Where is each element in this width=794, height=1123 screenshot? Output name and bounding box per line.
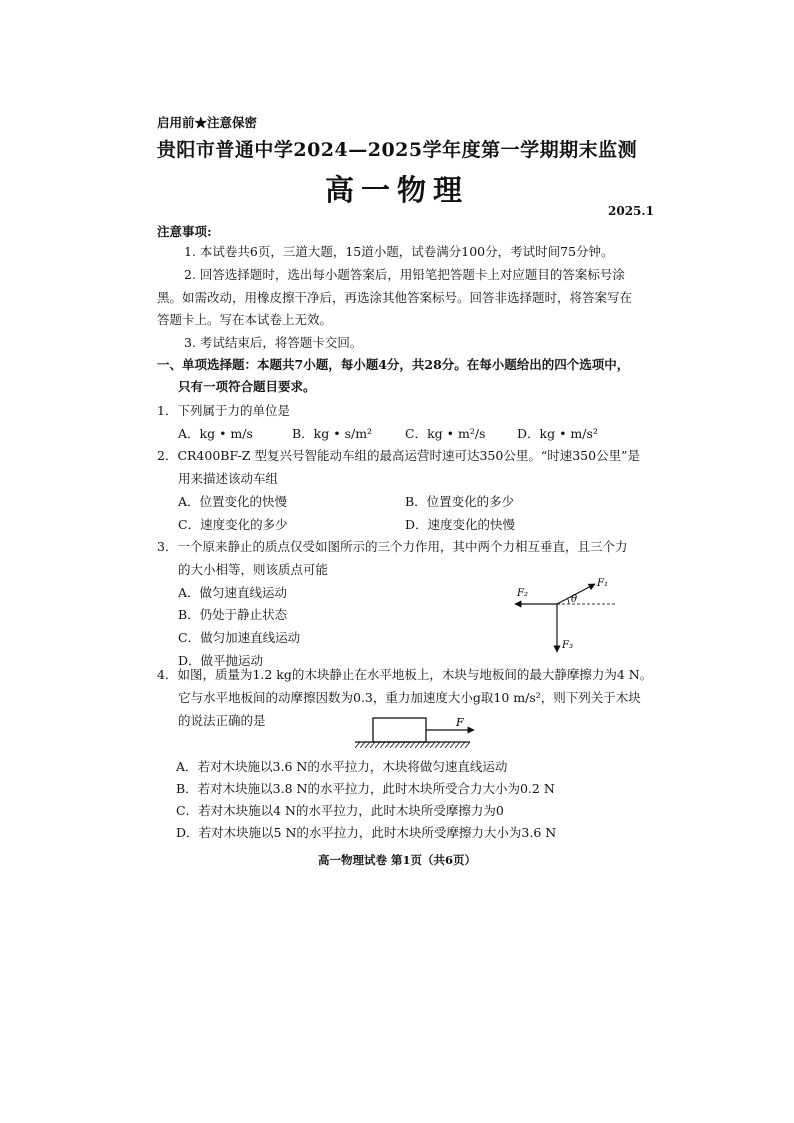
page-footer: 高一物理试卷 第1页（共6页） bbox=[317, 853, 476, 867]
label-f3: F₃ bbox=[562, 640, 573, 651]
question-4-option-d: D．若对木块施以5 N的水平拉力，此时木块所受摩擦力大小为3.6 N bbox=[176, 825, 557, 840]
question-4-stem-line-2: 它与水平地板间的动摩擦因数为0.3，重力加速度大小g取10 m/s²，则下列关于木块 bbox=[178, 690, 641, 705]
question-1-option-c: C．kg • m²/s bbox=[405, 426, 486, 441]
question-4-option-a: A．若对木块施以3.6 N的水平拉力，木块将做匀速直线运动 bbox=[176, 759, 508, 774]
notice-heading: 注意事项: bbox=[157, 224, 212, 239]
subject-title: 高一物理 bbox=[324, 173, 469, 207]
question-4-stem-line-1: 4．如图，质量为1.2 kg的木块静止在水平地板上，木块与地板间的最大静摩擦力为4 N。 bbox=[157, 667, 653, 682]
question-2-stem-line-2: 用来描述该动车组 bbox=[178, 471, 279, 486]
section-1-heading-line-1: 一、单项选择题：本题共7小题，每小题4分，共28分。在每小题给出的四个选项中， bbox=[157, 357, 630, 372]
question-3-option-a: A．做匀速直线运动 bbox=[178, 585, 288, 600]
notice-item-2-line-2: 黑。如需改动，用橡皮擦干净后，再选涂其他答案标号。回答非选择题时，将答案写在 bbox=[157, 290, 633, 305]
question-1-option-a: A．kg • m/s bbox=[178, 426, 253, 441]
notice-item-3: 3. 考试结束后，将答题卡交回。 bbox=[184, 335, 363, 350]
question-4-option-b: B．若对木块施以3.8 N的水平拉力，此时木块所受合力大小为0.2 N bbox=[176, 781, 555, 796]
label-f2: F₂ bbox=[517, 588, 528, 599]
question-1-option-d: D．kg • m/s² bbox=[517, 426, 598, 441]
question-4-stem-line-3: 的说法正确的是 bbox=[178, 713, 266, 728]
question-2-option-a: A．位置变化的快慢 bbox=[178, 494, 288, 509]
question-1-option-b: B．kg • s/m² bbox=[292, 426, 373, 441]
question-2-option-b: B．位置变化的多少 bbox=[405, 494, 515, 509]
exam-date: 2025.1 bbox=[608, 204, 654, 218]
label-f: F bbox=[456, 716, 464, 729]
wooden-block bbox=[373, 718, 426, 742]
question-3-stem-line-2: 的大小相等，则该质点可能 bbox=[178, 562, 329, 577]
question-3-option-d: D．做平抛运动 bbox=[178, 653, 264, 668]
label-f1: F₁ bbox=[597, 578, 608, 589]
notice-item-1: 1. 本试卷共6页，三道大题，15道小题，试卷满分100分，考试时间75分钟。 bbox=[184, 244, 614, 259]
question-2-stem-line-1: 2．CR400BF-Z 型复兴号智能动车组的最高运营时速可达350公里。“时速350公里”是 bbox=[157, 448, 640, 463]
notice-item-2-line-3: 答题卡上。写在本试卷上无效。 bbox=[157, 312, 333, 327]
question-2-option-d: D．速度变化的快慢 bbox=[405, 517, 516, 532]
question-3-option-c: C．做匀加速直线运动 bbox=[178, 630, 301, 645]
floor-hatching bbox=[355, 742, 470, 748]
section-1-heading-line-2: 只有一项符合题目要求。 bbox=[178, 379, 316, 394]
question-3-stem-line-1: 3．一个原来静止的质点仅受如图所示的三个力作用，其中两个力相互垂直，且三个力 bbox=[157, 539, 628, 554]
question-4-option-c: C．若对木块施以4 N的水平拉力，此时木块所受摩擦力为0 bbox=[176, 803, 504, 818]
confidential-label: 启用前★注意保密 bbox=[157, 115, 258, 130]
three-forces-diagram bbox=[505, 570, 630, 660]
question-2-option-c: C．速度变化的多少 bbox=[178, 517, 288, 532]
question-1-stem: 1．下列属于力的单位是 bbox=[157, 403, 290, 418]
exam-title: 贵阳市普通中学2024—2025学年度第一学期期末监测 bbox=[156, 139, 638, 161]
notice-item-2-line-1: 2. 回答选择题时，选出每小题答案后，用铅笔把答题卡上对应题目的答案标号涂 bbox=[184, 267, 625, 282]
angle-arc bbox=[568, 598, 569, 604]
question-3-option-b: B．仍处于静止状态 bbox=[178, 607, 288, 622]
label-theta: θ bbox=[571, 594, 578, 605]
block-on-floor-diagram bbox=[350, 712, 490, 752]
